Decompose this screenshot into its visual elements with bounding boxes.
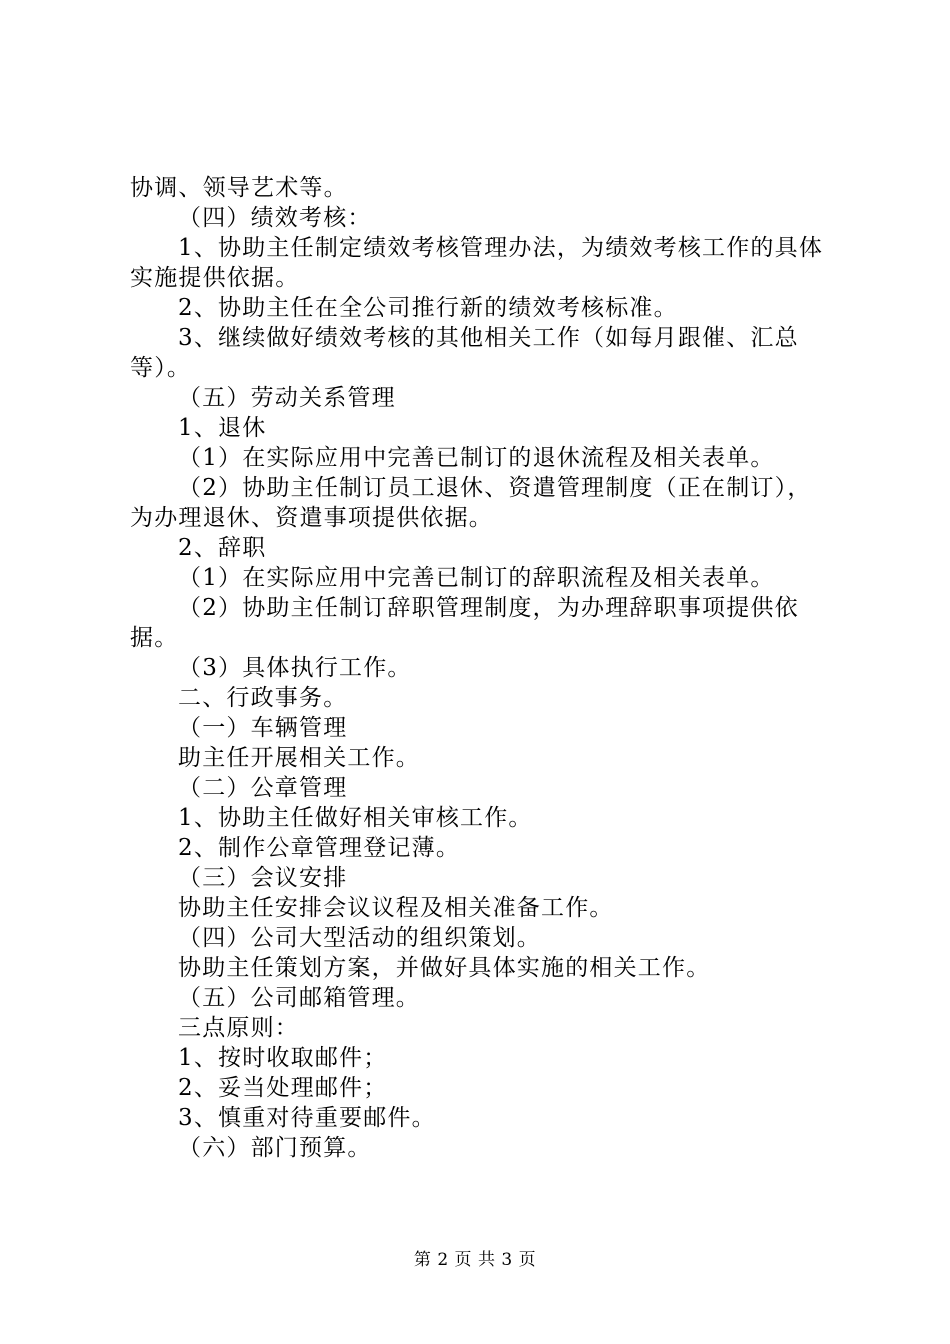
heading-admin-affairs: 二、行政事务。 <box>178 685 348 711</box>
heading-retirement: 1、退休 <box>178 415 267 441</box>
heading-labor-relations: （五）劳动关系管理 <box>178 385 396 411</box>
heading-company-events: （四）公司大型活动的组织策划。 <box>178 925 541 951</box>
heading-performance-review: （四）绩效考核： <box>178 205 372 231</box>
paragraph-9: （2）协助主任制订员工退休、资遣管理制度（正在制订），为办理退休、资遣事项提供依据。 <box>130 475 812 531</box>
heading-seal-management: （二）公章管理 <box>178 775 348 801</box>
paragraph-27: 2、妥当处理邮件； <box>178 1075 388 1101</box>
heading-department-budget: （六）部门预算。 <box>178 1135 372 1161</box>
document-body <box>130 173 835 1163</box>
heading-three-principles: 三点原则： <box>178 1015 299 1041</box>
paragraph-11: （1）在实际应用中完善已制订的辞职流程及相关表单。 <box>178 565 775 591</box>
paragraph-5: 3、继续做好绩效考核的其他相关工作（如每月跟催、汇总等）。 <box>130 325 799 381</box>
paragraph-18: 1、协助主任做好相关审核工作。 <box>178 805 533 831</box>
heading-resignation: 2、辞职 <box>178 535 267 561</box>
heading-vehicle-management: （一）车辆管理 <box>178 715 348 741</box>
paragraph-8: （1）在实际应用中完善已制订的退休流程及相关表单。 <box>178 445 775 471</box>
page-number-footer: 第 2 页 共 3 页 <box>413 1250 537 1270</box>
paragraph-26: 1、按时收取邮件； <box>178 1045 388 1071</box>
paragraph-3: 1、协助主任制定绩效考核管理办法，为绩效考核工作的具体实施提供依据。 <box>130 235 824 291</box>
paragraph-16: 助主任开展相关工作。 <box>178 745 420 771</box>
paragraph-4: 2、协助主任在全公司推行新的绩效考核标准。 <box>178 295 678 321</box>
paragraph-1: 协调、领导艺术等。 <box>130 175 348 201</box>
paragraph-21: 协助主任安排会议议程及相关准备工作。 <box>178 895 614 921</box>
paragraph-28: 3、慎重对待重要邮件。 <box>178 1105 436 1131</box>
paragraph-23: 协助主任策划方案，并做好具体实施的相关工作。 <box>178 955 711 981</box>
paragraph-12: （2）协助主任制订辞职管理制度，为办理辞职事项提供依据。 <box>130 595 799 651</box>
heading-mailbox-management: （五）公司邮箱管理。 <box>178 985 420 1011</box>
paragraph-13: （3）具体执行工作。 <box>178 655 412 681</box>
paragraph-19: 2、制作公章管理登记薄。 <box>178 835 461 861</box>
heading-meeting-arrangement: （三）会议安排 <box>178 865 348 891</box>
